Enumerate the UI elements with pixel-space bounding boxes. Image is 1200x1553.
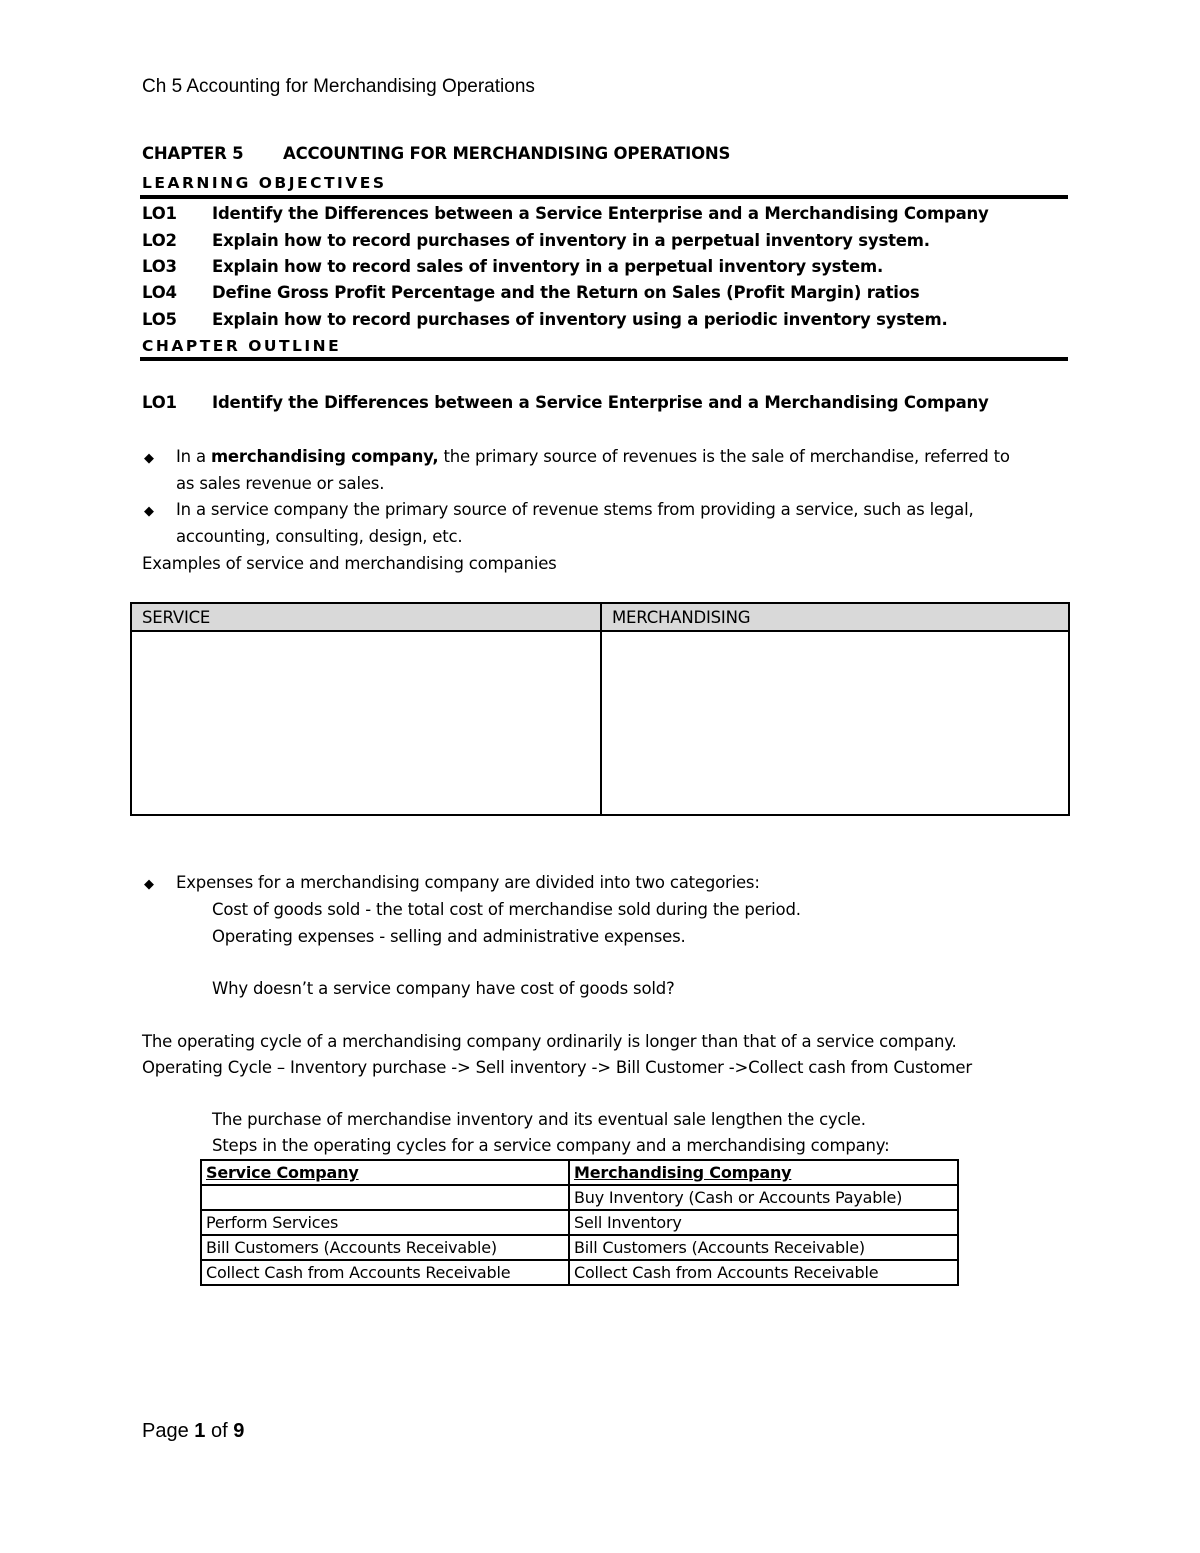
page-total: 9 [233, 1420, 245, 1442]
operating-cycle-steps: Operating Cycle – Inventory purchase -> Sell inventory -> Bill Customer ->Collect cash from Customer [142, 1058, 972, 1077]
bullet-text-continued: accounting, consulting, design, etc. [176, 527, 463, 546]
chapter-title: ACCOUNTING FOR MERCHANDISING OPERATIONS [283, 144, 731, 163]
lo-text: Identify the Differences between a Service Enterprise and a Merchandising Company [212, 204, 989, 223]
column-divider [600, 604, 602, 814]
lo-code: LO1 [142, 204, 177, 223]
diamond-bullet-icon: ◆ [144, 450, 154, 465]
of-word: of [205, 1420, 234, 1442]
chapter-outline-heading: CHAPTER OUTLINE [142, 337, 342, 355]
table-cell: Collect Cash from Accounts Receivable [569, 1260, 958, 1285]
operating-cycle-text: The operating cycle of a merchandising company ordinarily is longer than that of a service company. [142, 1032, 957, 1051]
diamond-bullet-icon: ◆ [144, 876, 154, 891]
service-column-header: SERVICE [142, 608, 211, 627]
page-footer [142, 1420, 244, 1443]
column-header: Service Company [206, 1163, 359, 1182]
examples-table [130, 602, 1070, 816]
chapter-number: CHAPTER 5 [142, 144, 244, 163]
page-word: Page [142, 1420, 195, 1442]
section-title: Identify the Differences between a Service Enterprise and a Merchandising Company [212, 393, 989, 412]
question-text: Why doesn’t a service company have cost of goods sold? [212, 979, 675, 998]
expense-category-operating: Operating expenses - selling and administrative expenses. [212, 927, 686, 946]
page-number: 1 [194, 1420, 206, 1442]
table-cell: Collect Cash from Accounts Receivable [201, 1260, 569, 1285]
expenses-bullet: Expenses for a merchandising company are divided into two categories: [176, 873, 760, 892]
merchandising-column-header: MERCHANDISING [612, 608, 751, 627]
lo-text: Explain how to record purchases of inventory in a perpetual inventory system. [212, 231, 930, 250]
table-row [201, 1210, 958, 1235]
lo-code: LO3 [142, 257, 177, 276]
heading-rule [140, 195, 1068, 199]
table-row [201, 1260, 958, 1285]
bullet-text: In a service company the primary source of revenue stems from providing a service, such as legal, [176, 500, 974, 519]
table-cell: Buy Inventory (Cash or Accounts Payable) [569, 1185, 958, 1210]
lo-text: Define Gross Profit Percentage and the Return on Sales (Profit Margin) ratios [212, 283, 920, 302]
steps-table-caption: Steps in the operating cycles for a service company and a merchandising company: [212, 1136, 890, 1155]
column-header: Merchandising Company [574, 1163, 792, 1182]
cycle-note: The purchase of merchandise inventory and its eventual sale lengthen the cycle. [212, 1110, 866, 1129]
section-code: LO1 [142, 393, 177, 412]
expense-category-cogs: Cost of goods sold - the total cost of merchandise sold during the period. [212, 900, 801, 919]
table-cell [201, 1185, 569, 1210]
steps-table [200, 1159, 959, 1286]
table-cell: Bill Customers (Accounts Receivable) [201, 1235, 569, 1260]
bullet-bold-term: merchandising company, [210, 447, 439, 466]
examples-label: Examples of service and merchandising companies [142, 554, 557, 573]
lo-text: Explain how to record sales of inventory in a perpetual inventory system. [212, 257, 884, 276]
diamond-bullet-icon: ◆ [144, 503, 154, 518]
lo-code: LO5 [142, 310, 177, 329]
table-cell: Bill Customers (Accounts Receivable) [569, 1235, 958, 1260]
table-row [201, 1185, 958, 1210]
bullet-rest: the primary source of revenues is the sale of merchandise, referred to [438, 447, 1010, 466]
learning-objectives-heading: LEARNING OBJECTIVES [142, 174, 387, 192]
table-cell: Perform Services [201, 1210, 569, 1235]
table-header-row [201, 1160, 958, 1185]
lo-code: LO4 [142, 283, 177, 302]
bullet-prefix: In a [176, 447, 211, 466]
lo-text: Explain how to record purchases of inventory using a periodic inventory system. [212, 310, 948, 329]
table-cell: Sell Inventory [569, 1210, 958, 1235]
bullet-text [176, 447, 1010, 466]
heading-rule [140, 357, 1068, 361]
bullet-text-continued: as sales revenue or sales. [176, 474, 385, 493]
lo-code: LO2 [142, 231, 177, 250]
table-row [201, 1235, 958, 1260]
running-header: Ch 5 Accounting for Merchandising Operations [142, 76, 535, 97]
